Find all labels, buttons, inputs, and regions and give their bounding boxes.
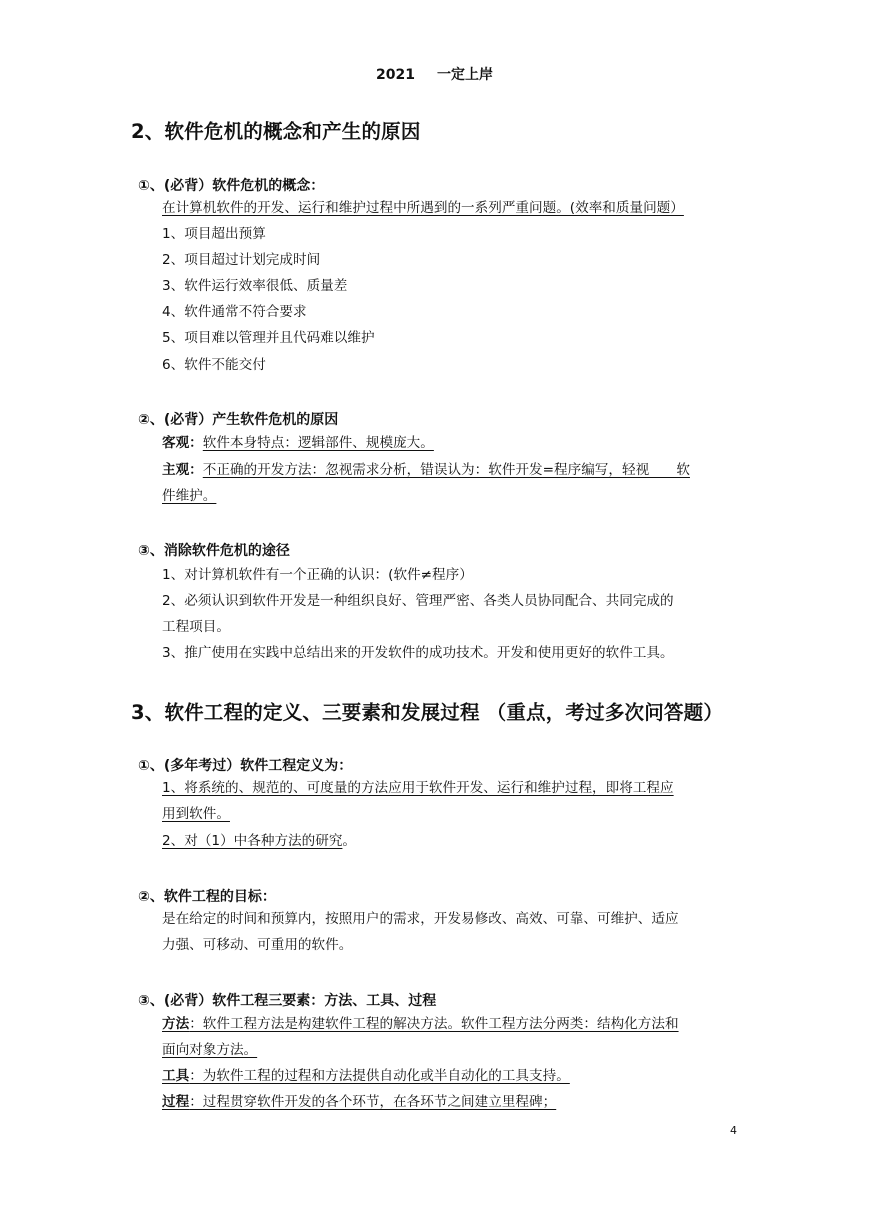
list-item: 2、项目超过计划完成时间 bbox=[162, 252, 321, 268]
section-3-title: 3、软件工程的定义、三要素和发展过程 （重点，考过多次问答题） bbox=[131, 701, 724, 724]
definition-line-2 bbox=[162, 831, 356, 851]
page-header bbox=[0, 64, 869, 84]
subjective-text-cont: 件维护。 bbox=[162, 488, 217, 504]
header-motto: 一定上岸 bbox=[436, 67, 493, 83]
header-year: 2021 bbox=[376, 67, 415, 83]
subjective-line bbox=[162, 460, 690, 480]
tool-line bbox=[162, 1066, 570, 1086]
list-item: 3、软件运行效率很低、质量差 bbox=[162, 278, 348, 294]
section-3b-heading: ②、软件工程的目标： bbox=[138, 889, 276, 905]
definition-2-end: 。 bbox=[342, 833, 357, 849]
goal-text-cont: 力强、可移动、可重用的软件。 bbox=[162, 937, 353, 953]
section-2a-definition: 在计算机软件的开发、运行和维护过程中所遇到的一系列严重问题。(效率和质量问题） bbox=[162, 200, 684, 216]
objective-line bbox=[162, 433, 434, 453]
method-label: 方法 bbox=[162, 1016, 190, 1032]
list-item: 6、软件不能交付 bbox=[162, 357, 266, 373]
method-text: ：软件工程方法是构建软件工程的解决方法。软件工程方法分两类：结构化方法和 bbox=[189, 1016, 679, 1032]
section-2a-heading: ①、(必背）软件危机的概念： bbox=[138, 178, 325, 194]
list-item: 4、软件通常不符合要求 bbox=[162, 304, 307, 320]
goal-text: 是在给定的时间和预算内，按照用户的需求，开发易修改、高效、可靠、可维护、适应 bbox=[162, 911, 679, 927]
process-label: 过程 bbox=[162, 1094, 190, 1110]
section-2c-heading: ③、消除软件危机的途径 bbox=[138, 543, 290, 559]
definition-line-cont: 用到软件。 bbox=[162, 806, 230, 822]
definition-line: 1、将系统的、规范的、可度量的方法应用于软件开发、运行和维护过程，即将工程应 bbox=[162, 780, 674, 796]
page-number: 4 bbox=[730, 1124, 737, 1137]
subjective-label: 主观： bbox=[162, 462, 203, 478]
method-text-cont: 面向对象方法。 bbox=[162, 1042, 258, 1058]
list-item: 1、项目超出预算 bbox=[162, 226, 266, 242]
section-3a-heading: ①、(多年考过）软件工程定义为： bbox=[138, 758, 353, 774]
process-line bbox=[162, 1092, 556, 1112]
list-item-cont: 工程项目。 bbox=[162, 619, 230, 635]
objective-text: 软件本身特点：逻辑部件、规模庞大。 bbox=[202, 435, 434, 451]
list-item: 5、项目难以管理并且代码难以维护 bbox=[162, 330, 375, 346]
list-item: 1、对计算机软件有一个正确的认识：(软件≠程序） bbox=[162, 567, 473, 583]
list-item: 2、必须认识到软件开发是一种组织良好、管理严密、各类人员协同配合、共同完成的 bbox=[162, 593, 674, 609]
section-2b-heading: ②、(必背）产生软件危机的原因 bbox=[138, 412, 339, 428]
subjective-text: 不正确的开发方法：忽视需求分析，错误认为：软件开发=程序编写，轻视 软 bbox=[202, 462, 690, 478]
section-3c-heading: ③、(必背）软件工程三要素：方法、工具、过程 bbox=[138, 993, 437, 1009]
definition-2-text: 2、对（1）中各种方法的研究 bbox=[162, 833, 343, 849]
tool-text: ：为软件工程的过程和方法提供自动化或半自动化的工具支持。 bbox=[189, 1068, 570, 1084]
method-line bbox=[162, 1014, 679, 1034]
list-item: 3、推广使用在实践中总结出来的开发软件的成功技术。开发和使用更好的软件工具。 bbox=[162, 645, 674, 661]
objective-label: 客观： bbox=[162, 435, 203, 451]
process-text: ：过程贯穿软件开发的各个环节，在各环节之间建立里程碑； bbox=[189, 1094, 557, 1110]
section-2-title: 2、软件危机的概念和产生的原因 bbox=[131, 120, 421, 143]
tool-label: 工具 bbox=[162, 1068, 190, 1084]
